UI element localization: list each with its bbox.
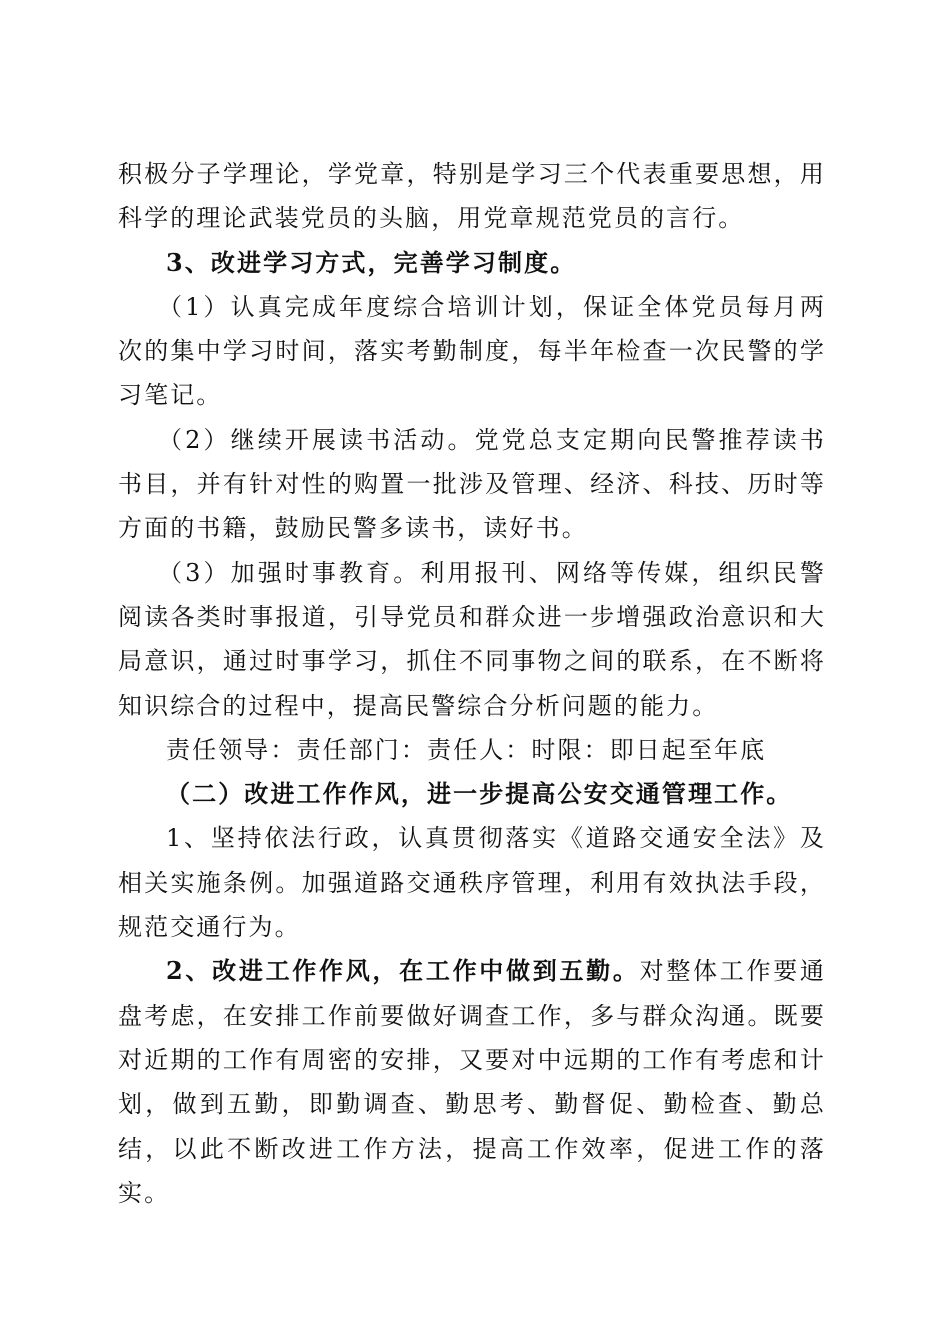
document-page xyxy=(118,152,826,1215)
paragraph-reading-activity: （2）继续开展读书活动。党党总支定期向民警推荐读书书目，并有针对性的购置一批涉及管理、经济、科技、历时等方面的书籍，鼓励民警多读书，读好书。 xyxy=(118,425,826,543)
paragraph-responsibility: 责任领导：责任部门：责任人：时限：即日起至年底 xyxy=(166,735,767,764)
paragraph-rule-of-law: 1、坚持依法行政，认真贯彻落实《道路交通安全法》及相关实施条例。加强道路交通秩序管理，利用有效执法手段，规范交通行为。 xyxy=(118,824,826,942)
five-diligences-heading: 2、改进工作作风，在工作中做到五勤。 xyxy=(166,956,640,986)
heading-improve-study-method: 3、改进学习方式，完善学习制度。 xyxy=(166,247,577,277)
paragraph-five-diligences xyxy=(118,949,826,1215)
heading-improve-work-style: （二）改进工作作风，进一步提高公安交通管理工作。 xyxy=(166,779,793,809)
five-diligences-body: 对整体工作要通盘考虑，在安排工作前要做好调查工作，多与群众沟通。既要对近期的工作有周密的安排，又要对中远期的工作有考虑和计划，做到五勤，即勤调查、勤思考、勤督促、勤检查、勤总结，以此不断改进工作方法，提高工作效率，促进工作的落实。 xyxy=(118,957,827,1207)
paragraph-current-affairs: （3）加强时事教育。利用报刊、网络等传媒，组织民警阅读各类时事报道，引导党员和群众进一步增强政治意识和大局意识，通过时事学习，抓住不同事物之间的联系，在不断将知识综合的过程中，提高民警综合分析问题的能力。 xyxy=(118,558,826,720)
paragraph-study-theory: 积极分子学理论，学党章，特别是学习三个代表重要思想，用科学的理论武装党员的头脑，用党章规范党员的言行。 xyxy=(118,160,826,233)
paragraph-training-plan: （1）认真完成年度综合培训计划，保证全体党员每月两次的集中学习时间，落实考勤制度，每半年检查一次民警的学习笔记。 xyxy=(118,292,826,410)
